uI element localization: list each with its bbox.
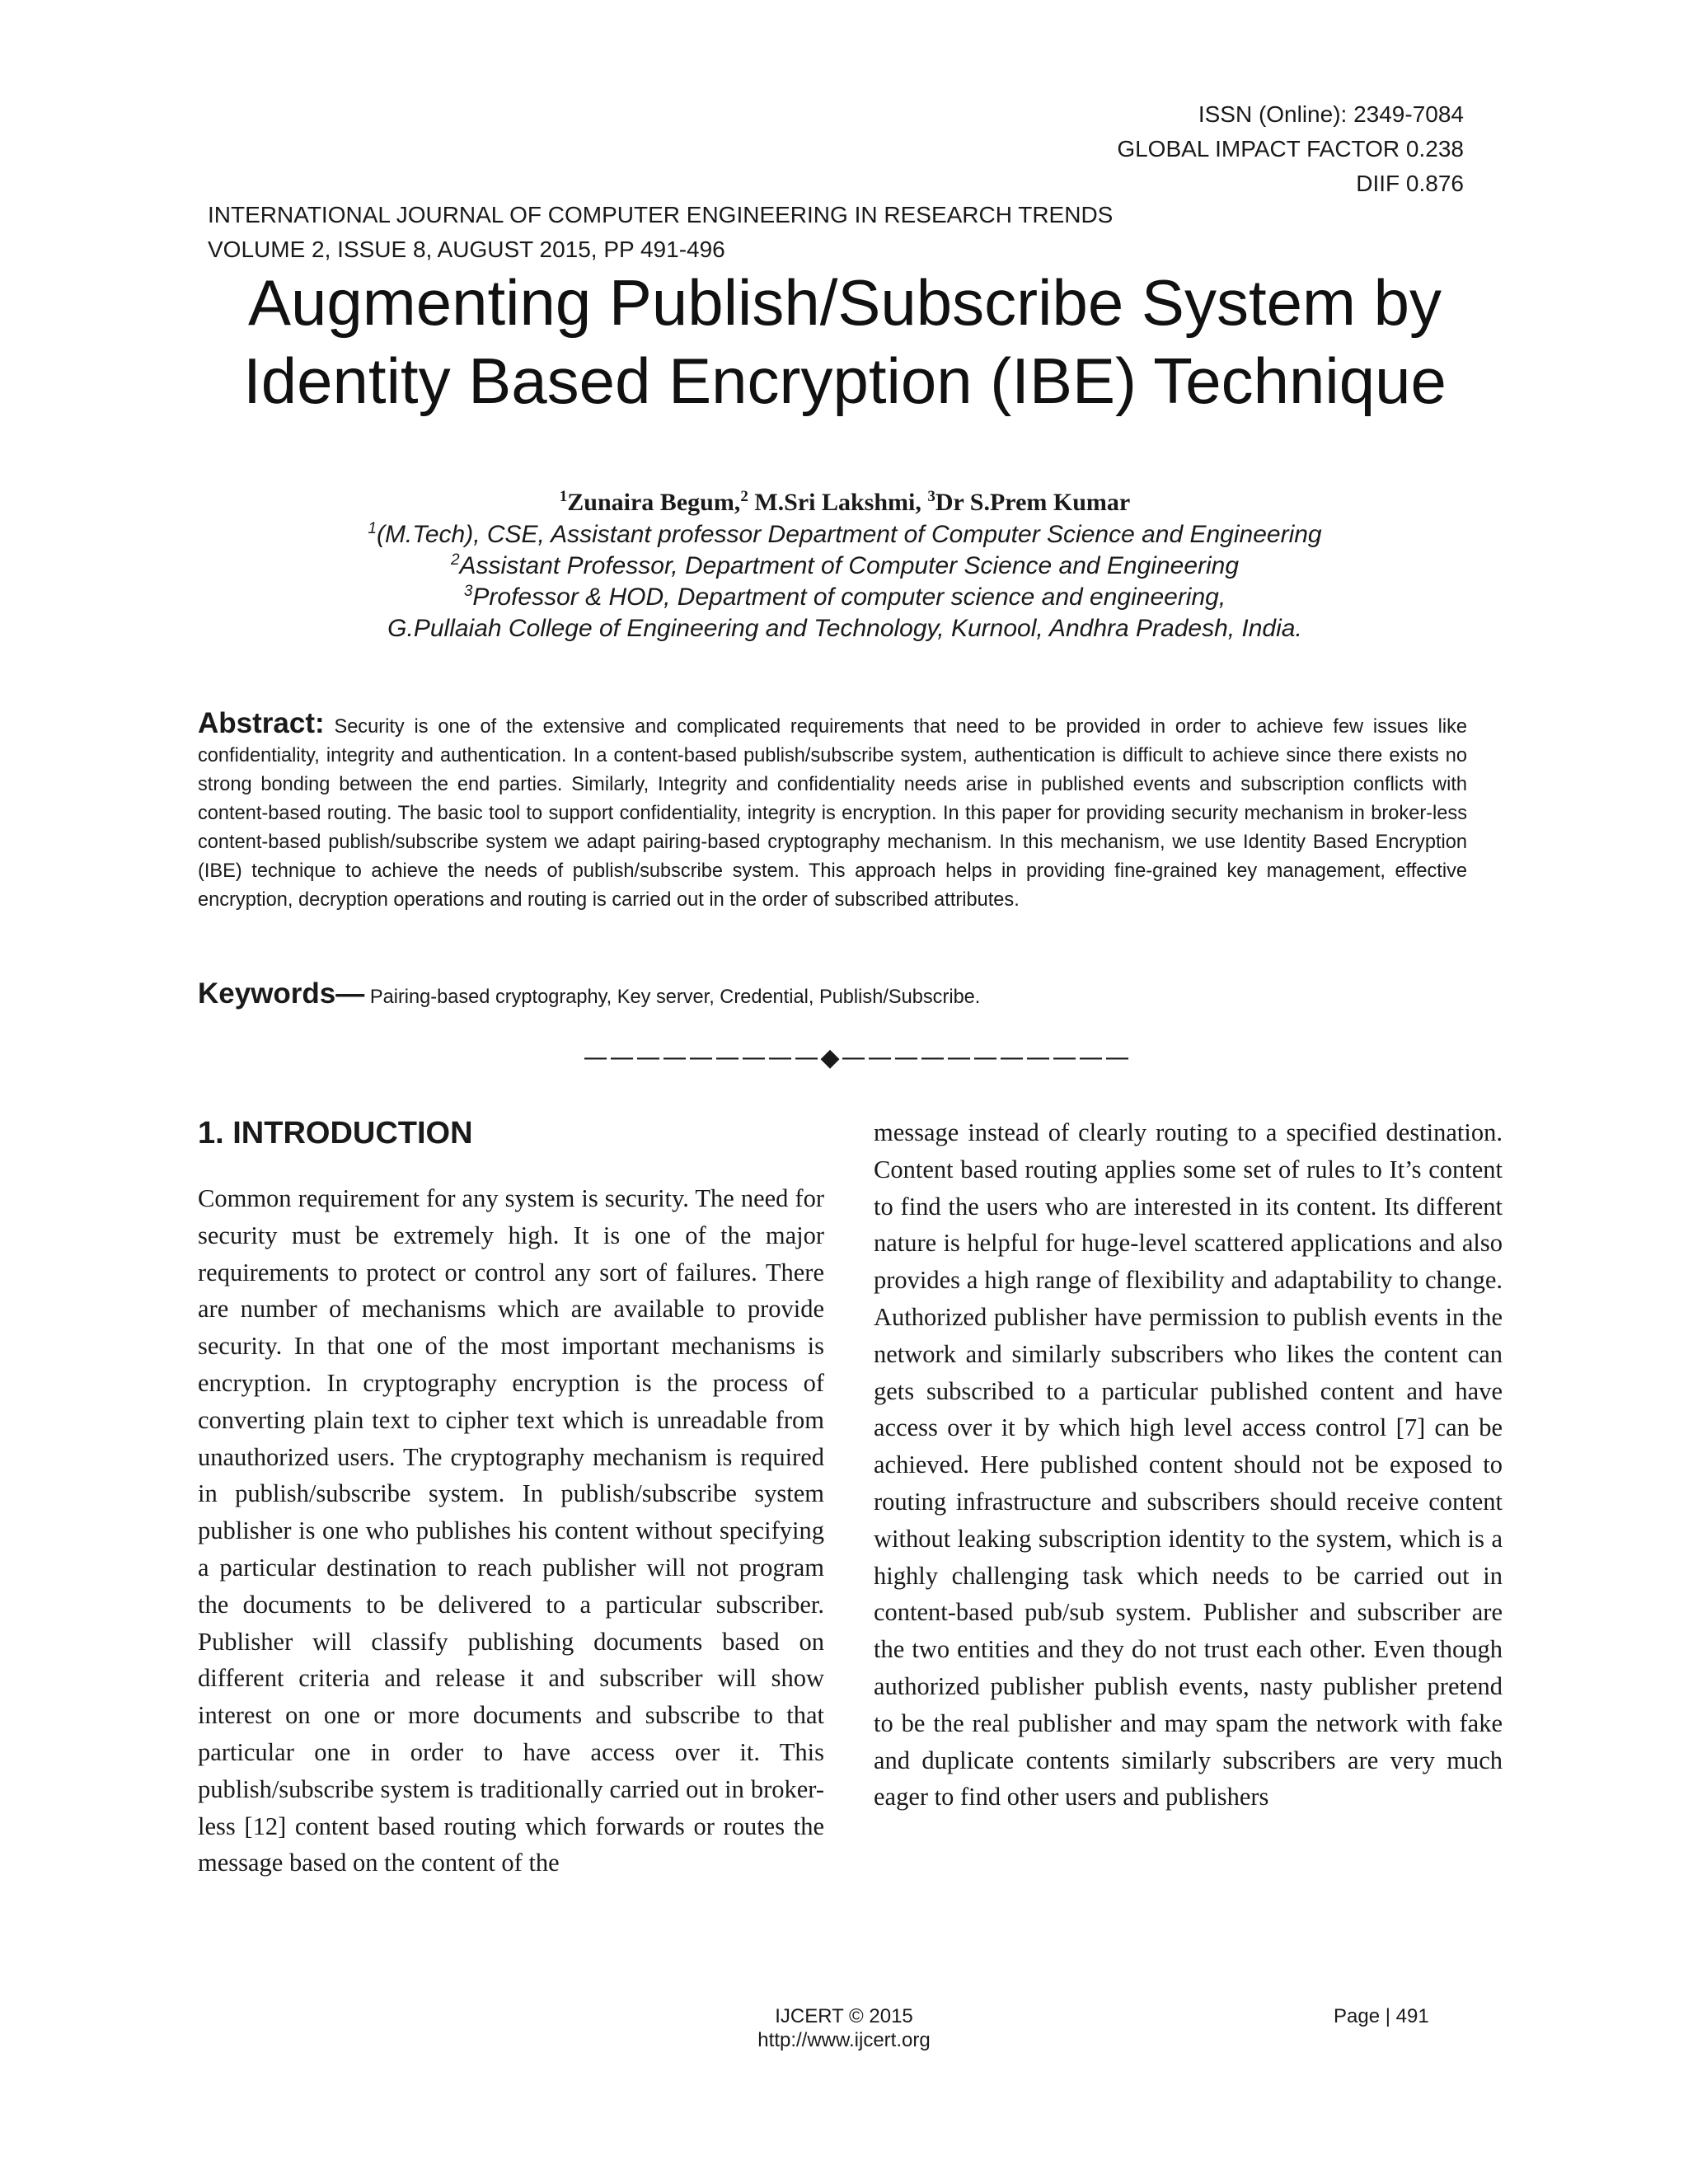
body-column-right: message instead of clearly routing to a specified destination. Content based routing applies some set of rules to It’s content to find the users who are interested in its content. Its different nature is helpful for huge-level scattered applications and also provides a high range of flexibility and adaptability to change. Authorized publisher have permission to publish events in the network and similarly subscribers who likes the content can gets subscribed to a particular published content and have access over it by which high level access control [7] can be achieved. Here published content should not be exposed to routing infrastructure and subscribers should receive content without leaking subscription identity to the system, which is a highly challenging task which needs to be carried out in content-based pub/sub system. Publisher and subscriber are the two entities and they do not trust each other. Even though authorized publisher publish events, nasty publisher pretend to be the real publisher and may spam the network with fake and duplicate contents similarly subscribers are very much eager to find other users and publishers [874, 1118, 1503, 1811]
section-divider: —————————◆——————————— [583, 1043, 1132, 1072]
journal-header [208, 198, 1113, 267]
section-heading: 1. INTRODUCTION [198, 1116, 473, 1151]
journal-identifiers [1117, 97, 1464, 201]
paper-title [165, 264, 1525, 420]
author-1-marker: 1 [559, 488, 568, 505]
affiliation-2: $^2$Assistant Professor, Department of Computer Science and Engineering [450, 551, 1240, 579]
issn-text: ISSN (Online): 2349-7084 [1198, 101, 1464, 127]
abstract-label: Abstract: [198, 707, 325, 739]
author-3: Dr S.Prem Kumar [935, 489, 1131, 516]
body-column-left: Common requirement for any system is security. The need for security must be extremely high. It is one of the major requirements to protect or control any sort of failures. There are number of mechanisms which are available to provide security. In that one of the most important mechanisms is encryption. In cryptography encryption is the process of converting plain text to cipher text which is unreadable from unauthorized users. The cryptography mechanism is required in publish/subscribe system. In publish/subscribe system publisher is one who publishes his content without specifying a particular destination to reach publisher will not program the documents to be delivered to a particular subscriber. Publisher will classify publishing documents based on different criteria and release it and subscriber will show interest on one or more documents and subscribe to that particular one in order to have access over it. This publish/subscribe system is traditionally carried out in broker-less [12] content based routing which forwards or routes the message based on the content of the [198, 1184, 824, 1877]
affiliation-4: G.Pullaiah College of Engineering and Technology, Kurnool, Andhra Pradesh, India. [387, 615, 1302, 642]
title-line-2: Identity Based Encryption (IBE) Technique [243, 344, 1447, 417]
footer-center [679, 2004, 1009, 2052]
keywords-label: Keywords— [198, 977, 365, 1010]
affiliation-3: $^3$Professor & HOD, Department of computer science and engineering, [463, 583, 1226, 611]
footer-copyright: IJCERT © 2015 [775, 2005, 913, 2027]
title-line-1: Augmenting Publish/Subscribe System by [247, 266, 1442, 339]
journal-name: INTERNATIONAL JOURNAL OF COMPUTER ENGINEERING IN RESEARCH TRENDS [208, 202, 1114, 227]
abstract [198, 709, 1467, 915]
keywords [198, 975, 1467, 1016]
journal-volume: VOLUME 2, ISSUE 8, AUGUST 2015, PP 491-496 [208, 237, 725, 262]
author-2: M.Sri Lakshmi, [748, 489, 928, 516]
impact-factor-text: GLOBAL IMPACT FACTOR 0.238 [1117, 136, 1464, 162]
keywords-text: Pairing-based cryptography, Key server, Credential, Publish/Subscribe. [369, 987, 981, 1008]
author-1: Zunaira Begum, [567, 489, 741, 516]
abstract-text: Security is one of the extensive and complicated requirements that need to be provided in order to achieve few issues like confidentiality, integrity and authentication. In a content-based publish/subscribe system, authentication is difficult to achieve since there exists no strong bonding between the end parties. Similarly, Integrity and confidentiality needs arise in published events and subscription conflicts with content-based routing. The basic tool to support confidentiality, integrity is encryption. In this paper for providing security mechanism in broker-less content-based publish/subscribe system we adapt pairing-based cryptography mechanism. In this mechanism, we use Identity Based Encryption (IBE) technique to achieve the needs of publish/subscribe system. This approach helps in providing fine-grained key management, effective encryption, decryption operations and routing is carried out in the order of subscribed attributes. [198, 716, 1467, 911]
diif-text: DIIF 0.876 [1356, 171, 1464, 196]
author-2-marker: 2 [740, 488, 748, 505]
author-list [165, 486, 1525, 519]
page-number: Page | 491 [1334, 2005, 1429, 2027]
footer-url[interactable]: http://www.ijcert.org [757, 2029, 931, 2051]
affiliation-1: $^1$(M.Tech), CSE, Assistant professor Department of Computer Science and Engineering [368, 520, 1322, 548]
affiliations [165, 519, 1525, 644]
author-3-marker: 3 [927, 488, 935, 505]
